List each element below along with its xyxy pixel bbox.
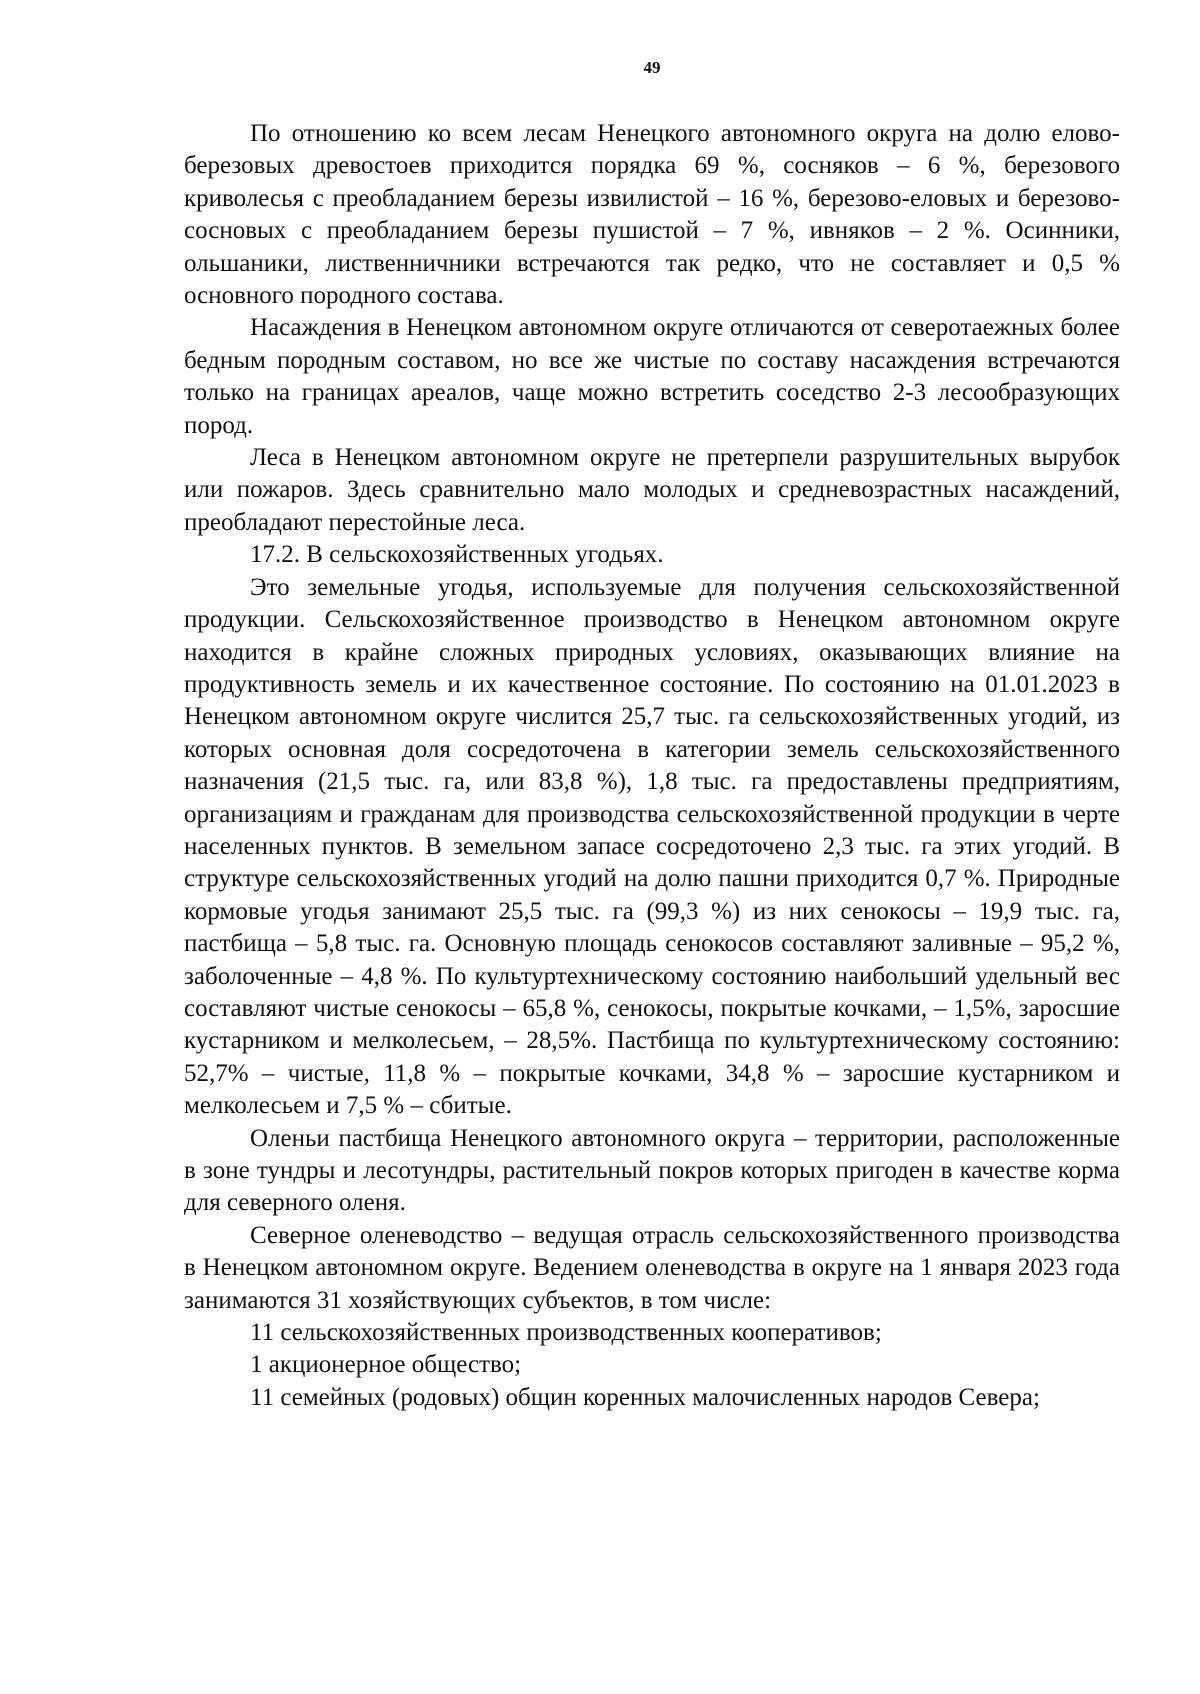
list-item-cooperatives: 11 сельскохозяйственных производственных кооперативов; xyxy=(250,1319,882,1347)
paragraph-forest-composition: По отношению ко всем лесам Ненецкого автономного округа на долю елово-березовых древостоев приходится порядка 69 %, сосняков – 6 %, березового криволесья с преобладанием березы извилистой – 16 %, березово-еловых и березово-сосновых с преобладанием березы пушистой – 7 %, ивняков – 2 %. Осинники, ольшаники, лиственничники встречаются так редко, что не составляет и 0,5 % основного породного состава. xyxy=(184,120,1120,310)
list-item-communities: 11 семейных (родовых) общин коренных малочисленных народов Севера; xyxy=(250,1383,1040,1411)
paragraph-reindeer-pastures: Оленьи пастбища Ненецкого автономного округа – территории, расположенные в зоне тундры и лесотундры, растительный покров которых пригоден в качестве корма для северного оленя. xyxy=(184,1124,1120,1217)
list-item-joint-stock-company: 1 акционерное общество; xyxy=(250,1351,522,1379)
document-page xyxy=(184,58,1120,1414)
page-number: 49 xyxy=(643,58,661,77)
paragraph-reindeer-herding: Северное оленеводство – ведущая отрасль сельскохозяйственного производства в Ненецком автономном округе. Ведением оленеводства в округе на 1 января 2023 года занимаются 31 хозяйствующих субъектов, в том числе: xyxy=(184,1221,1120,1314)
paragraph-forest-condition: Леса в Ненецком автономном округе не претерпели разрушительных вырубок или пожаров. Здесь сравнительно мало молодых и средневозрастных насаждений, преобладают перестойные леса. xyxy=(184,444,1120,536)
section-heading-agricultural-lands: 17.2. В сельскохозяйственных угодьях. xyxy=(250,541,664,569)
paragraph-plantations: Насаждения в Ненецком автономном округе отличаются от северотаежных более бедным породным составом, но все же чистые по составу насаждения встречаются только на границах ареалов, чаще можно встретить соседство 2-3 лесообразующих пород. xyxy=(184,314,1120,439)
paragraph-agricultural-lands: Это земельные угодья, используемые для получения сельскохозяйственной продукции. Сельскохозяйственное производство в Ненецком автономном округе находится в крайне сложных природных условиях, оказывающих влияние на продуктивность земель и их качественное состояние. По состоянию на 01.01.2023 в Ненецком автономном округе числится 25,7 тыс. га сельскохозяйственных угодий, из которых основная доля сосредоточена в категории земель сельскохозяйственного назначения (21,5 тыс. га, или 83,8 %), 1,8 тыс. га предоставлены предприятиям, организациям и гражданам для производства сельскохозяйственной продукции в черте населенных пунктов. В земельном запасе сосредоточено 2,3 тыс. га этих угодий. В структуре сельскохозяйственных угодий на долю пашни приходится 0,7 %. Природные кормовые угодья занимают 25,5 тыс. га (99,3 %) из них сенокосы – 19,9 тыс. га, пастбища – 5,8 тыс. га. Основную площадь сенокосов составляют заливные – 95,2 %, заболоченные – 4,8 %. По культуртехническому состоянию наибольший удельный вес составляют чистые сенокосы – 65,8 %, сенокосы, покрытые кочками, – 1,5%, заросшие кустарником и мелколесьем, – 28,5%. Пастбища по культуртехническому состоянию: 52,7% – чистые, 11,8 % – покрытые кочками, 34,8 % – заросшие кустарником и мелколесьем и 7,5 % – сбитые. xyxy=(184,573,1120,1120)
